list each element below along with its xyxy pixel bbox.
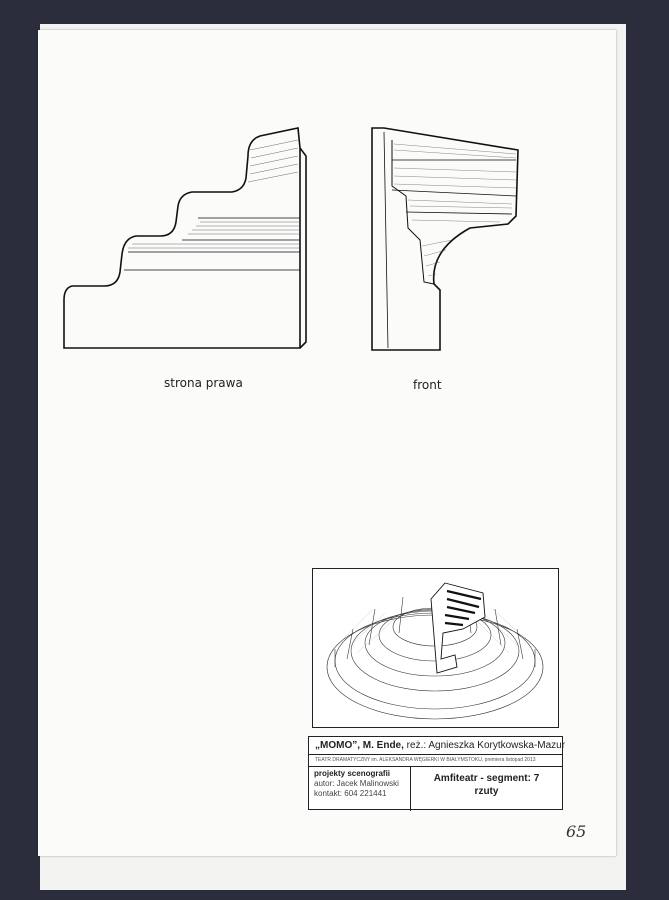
amphitheatre-sketch [313,569,557,726]
author-name: autor: Jacek Malinowski [314,779,399,788]
play-title: „MOMO”, M. Ende, [315,740,404,751]
theatre-row: TEATR DRAMATYCZNY im. ALEKSANDRA WĘGIERKI W BIAŁYMSTOKU, premiera listopad 2013 [309,755,562,767]
director-prefix: reż.: [406,740,427,751]
caption-front-view: front [413,378,442,392]
author-info [309,767,411,811]
side-view-drawing [64,128,306,348]
sheet-title [411,767,562,811]
amphitheatre-render [312,568,559,728]
director-name: Agnieszka Korytkowska-Mazur [428,740,566,751]
title-block [308,736,566,810]
handwritten-page-number: 65 [566,822,587,841]
contact-info: kontakt: 604 221441 [314,789,387,798]
sheet-title-line2: rzuty [474,786,499,797]
title-row [309,737,566,755]
caption-side-view: strona prawa [164,376,243,390]
projects-label: projekty scenografii [314,769,391,778]
info-row [309,767,562,811]
sheet-title-line1: Amfiteatr - segment: 7 [433,773,540,784]
front-view-drawing [372,128,518,350]
